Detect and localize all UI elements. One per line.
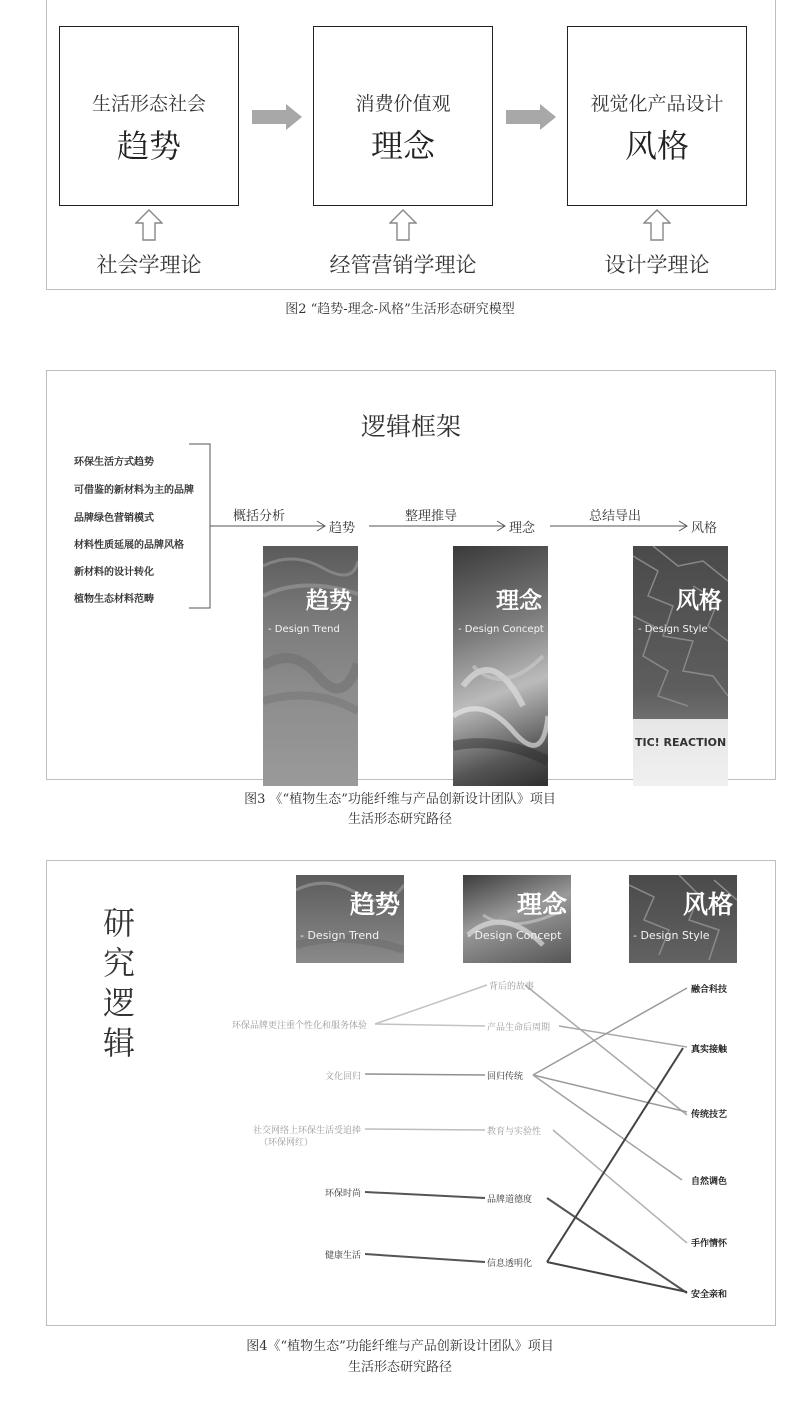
framework-item: 材料性质延展的品牌风格 xyxy=(74,540,184,551)
middle-item: 背后的故事 xyxy=(489,982,535,992)
trend-thumb-sublabel: - Design Trend xyxy=(300,929,380,942)
left-item: 健康生活 xyxy=(324,1251,361,1261)
style-box-line2: 风格 xyxy=(624,127,689,165)
design-theory-label: 设计学理论 xyxy=(604,253,710,277)
middle-item: 教育与实验性 xyxy=(487,1127,542,1137)
style-image-sublabel: - Design Style xyxy=(638,624,708,635)
figure-4-panel xyxy=(46,860,776,1326)
concept-image-label: 理念 xyxy=(496,588,542,614)
style-image xyxy=(633,546,728,786)
left-item: （环保网红） xyxy=(259,1138,314,1148)
concept-image xyxy=(453,546,548,786)
middle-item: 回归传统 xyxy=(487,1072,524,1082)
up-arrow-icon xyxy=(389,209,417,241)
step-action: 概括分析 xyxy=(233,509,286,524)
framework-item: 新材料的设计转化 xyxy=(74,567,154,578)
step-action: 整理推导 xyxy=(405,509,458,524)
framework-item: 环保生活方式趋势 xyxy=(74,457,154,468)
style-thumb-label: 风格 xyxy=(682,890,733,919)
right-item: 真实接触 xyxy=(691,1045,728,1055)
middle-item: 信息透明化 xyxy=(487,1259,533,1269)
right-arrow-icon xyxy=(506,104,556,130)
figure-2-panel xyxy=(46,0,776,290)
concept-box-line1: 消费价值观 xyxy=(355,93,451,115)
concept-box xyxy=(313,26,493,206)
title-char: 究 xyxy=(102,944,135,982)
logic-framework-title: 逻辑框架 xyxy=(360,412,461,441)
step-target: 理念 xyxy=(509,521,536,536)
middle-item: 产品生命后周期 xyxy=(487,1023,551,1033)
trend-image xyxy=(263,546,358,786)
trend-box-line1: 生活形态社会 xyxy=(91,93,206,115)
right-item: 传统技艺 xyxy=(691,1110,728,1120)
figure-3-caption-line2: 生活形态研究路径 xyxy=(347,812,452,827)
right-item: 手作情怀 xyxy=(691,1239,728,1249)
title-char: 逻 xyxy=(102,984,135,1022)
right-item: 自然调色 xyxy=(691,1177,728,1187)
style-thumb-sublabel: - Design Style xyxy=(633,929,710,942)
right-item: 融合科技 xyxy=(691,985,728,995)
figure-3-caption-line1: 图3 《“植物生态”功能纤维与产品创新设计团队》项目 xyxy=(244,792,556,807)
up-arrow-icon xyxy=(643,209,671,241)
style-box-line1: 视觉化产品设计 xyxy=(590,93,724,115)
right-item: 安全亲和 xyxy=(691,1290,728,1300)
trend-box-line2: 趋势 xyxy=(116,127,181,165)
step-action: 总结导出 xyxy=(589,509,642,524)
figure-2-caption: 图2 “趋势-理念-风格”生活形态研究模型 xyxy=(285,302,515,317)
style-box xyxy=(567,26,747,206)
concept-image-sublabel: - Design Concept xyxy=(458,624,544,635)
concept-thumb-sublabel: - Design Concept xyxy=(467,929,562,942)
middle-item: 品牌道德度 xyxy=(487,1195,533,1205)
left-item: 社交网络上环保生活受追捧 xyxy=(252,1126,361,1136)
style-image-label: 风格 xyxy=(676,588,722,614)
left-item: 环保时尚 xyxy=(324,1189,361,1199)
trend-thumb-label: 趋势 xyxy=(349,890,400,919)
connection-lines xyxy=(47,861,777,1327)
framework-item: 可借鉴的新材料为主的品牌 xyxy=(74,485,194,496)
trend-image-label: 趋势 xyxy=(306,588,352,614)
framework-item: 品牌绿色营销模式 xyxy=(74,513,154,524)
step-target: 趋势 xyxy=(329,521,356,536)
trend-image-sublabel: - Design Trend xyxy=(268,624,340,635)
title-char: 辑 xyxy=(102,1024,135,1062)
right-arrow-icon xyxy=(252,104,302,130)
concept-box-line2: 理念 xyxy=(370,127,435,165)
figure-3-panel xyxy=(46,370,776,780)
figure-4-caption-line1: 图4《“植物生态”功能纤维与产品创新设计团队》项目 xyxy=(246,1339,554,1354)
marketing-theory-label: 经管营销学理论 xyxy=(329,253,477,277)
title-char: 研 xyxy=(102,904,135,942)
up-arrow-icon xyxy=(135,209,163,241)
left-item: 文化回归 xyxy=(324,1072,361,1082)
figure-4-caption-line2: 生活形态研究路径 xyxy=(347,1360,452,1375)
sociology-theory-label: 社会学理论 xyxy=(96,253,202,277)
trend-box xyxy=(59,26,239,206)
framework-item: 植物生态材料范畴 xyxy=(74,594,154,605)
concept-thumb-label: 理念 xyxy=(516,890,567,919)
photo-print-text: TIC! REACTION xyxy=(635,736,727,749)
step-target: 风格 xyxy=(691,521,718,536)
left-item: 环保品牌更注重个性化和服务体验 xyxy=(231,1021,367,1031)
